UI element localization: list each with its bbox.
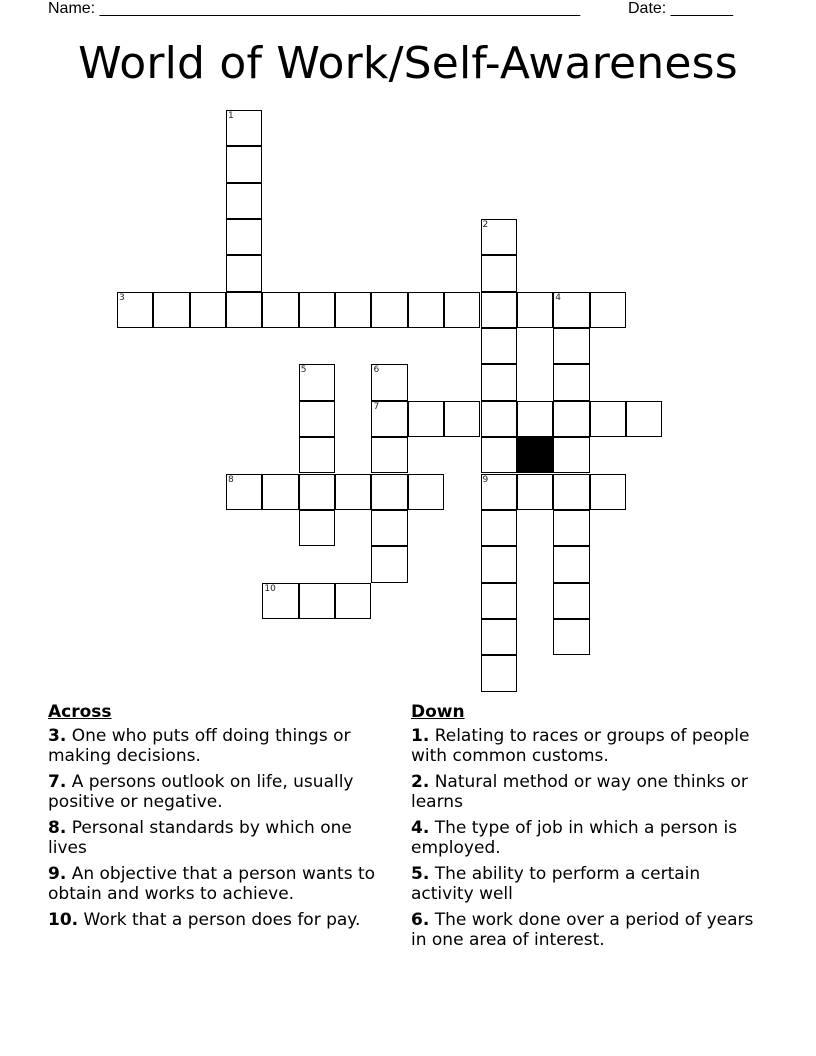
grid-cell[interactable]	[299, 401, 335, 437]
clue-text: Natural method or way one thinks or learns	[411, 772, 748, 812]
clue-number-label: 8	[228, 474, 234, 485]
clue-number: 4.	[411, 818, 430, 838]
grid-cell[interactable]	[481, 219, 517, 255]
clue-across-8	[48, 818, 393, 858]
clue-text: The type of job in which a person is employed.	[411, 818, 738, 858]
grid-cell[interactable]	[226, 219, 262, 255]
clue-number-label: 9	[482, 474, 489, 485]
clue-across-3	[48, 726, 393, 766]
grid-cell[interactable]	[553, 619, 589, 655]
grid-cell[interactable]	[299, 474, 335, 510]
grid-cell[interactable]	[153, 292, 189, 328]
grid-cell[interactable]	[481, 401, 517, 437]
grid-cell[interactable]	[481, 510, 517, 546]
down-heading: Down	[411, 702, 465, 722]
grid-cell[interactable]	[481, 437, 517, 473]
clue-number-label: 4	[555, 292, 561, 303]
clue-number: 2.	[411, 772, 430, 792]
grid-cell[interactable]	[408, 401, 444, 437]
clue-number-label: 5	[300, 365, 307, 376]
grid-cell[interactable]	[517, 401, 553, 437]
clue-number-label: 6	[373, 365, 380, 376]
grid-cell[interactable]	[226, 110, 262, 146]
clue-number: 5.	[411, 864, 430, 884]
grid-cell[interactable]	[553, 546, 589, 582]
grid-cell[interactable]	[371, 510, 407, 546]
blocked-cell	[517, 437, 553, 473]
grid-cell[interactable]	[226, 474, 262, 510]
clue-number-label: 2	[482, 220, 489, 231]
grid-cell[interactable]	[481, 546, 517, 582]
clue-number: 9.	[48, 864, 67, 884]
clue-across-10	[48, 910, 393, 930]
grid-cell[interactable]	[299, 510, 335, 546]
grid-cell[interactable]	[371, 546, 407, 582]
clue-down-2	[411, 772, 756, 812]
clue-text: Personal standards by which one lives	[48, 818, 352, 858]
clue-across-7	[48, 772, 393, 812]
grid-cell[interactable]	[444, 401, 480, 437]
grid-cell[interactable]	[226, 292, 262, 328]
grid-cell[interactable]	[553, 364, 589, 400]
clue-number-label: 3	[119, 292, 125, 303]
grid-cell[interactable]	[190, 292, 226, 328]
grid-cell[interactable]	[299, 437, 335, 473]
clue-number: 10.	[48, 910, 79, 930]
clue-number-label: 7	[373, 401, 380, 412]
across-heading: Across	[48, 702, 112, 722]
grid-cell[interactable]	[408, 292, 444, 328]
clue-number: 3.	[48, 726, 67, 746]
clue-number: 8.	[48, 818, 67, 838]
name-field[interactable]: Name: ______________________________________________________	[48, 0, 581, 17]
grid-cell[interactable]	[117, 292, 153, 328]
grid-cell[interactable]	[626, 401, 662, 437]
clue-down-5	[411, 864, 756, 904]
grid-cell[interactable]	[481, 255, 517, 291]
grid-cell[interactable]	[371, 474, 407, 510]
clue-text: A persons outlook on life, usually positive or negative.	[48, 772, 354, 812]
grid-cell[interactable]	[408, 474, 444, 510]
clue-text: The ability to perform a certain activity well	[411, 864, 701, 904]
grid-cell[interactable]	[371, 364, 407, 400]
grid-cell[interactable]	[590, 401, 626, 437]
clue-text: The work done over a period of years in one area of interest.	[411, 910, 754, 950]
clue-text: Work that a person does for pay.	[78, 910, 361, 930]
grid-cell[interactable]	[299, 583, 335, 619]
clue-text: An objective that a person wants to obtain and works to achieve.	[48, 864, 376, 904]
down-clues	[411, 702, 756, 956]
clue-number: 7.	[48, 772, 67, 792]
grid-cell[interactable]	[299, 364, 335, 400]
grid-cell[interactable]	[590, 292, 626, 328]
grid-cell[interactable]	[371, 437, 407, 473]
grid-cell[interactable]	[262, 583, 298, 619]
clue-down-1	[411, 726, 756, 766]
grid-cell[interactable]	[335, 292, 371, 328]
grid-cell[interactable]	[299, 292, 335, 328]
clue-down-6	[411, 910, 756, 950]
puzzle-title: World of Work/Self-Awareness	[78, 38, 738, 89]
clue-number: 1.	[411, 726, 430, 746]
grid-cell[interactable]	[553, 583, 589, 619]
grid-cell[interactable]	[553, 510, 589, 546]
grid-cell[interactable]	[481, 364, 517, 400]
clue-number-label: 10	[264, 583, 276, 594]
grid-cell[interactable]	[335, 474, 371, 510]
clue-text: Relating to races or groups of people with common customs.	[411, 726, 750, 766]
clue-text: One who puts off doing things or making decisions.	[48, 726, 351, 766]
grid-cell[interactable]	[481, 328, 517, 364]
grid-cell[interactable]	[481, 292, 517, 328]
grid-cell[interactable]	[226, 255, 262, 291]
grid-cell[interactable]	[553, 328, 589, 364]
clue-down-4	[411, 818, 756, 858]
across-clues	[48, 702, 393, 936]
grid-cell[interactable]	[553, 401, 589, 437]
grid-cell[interactable]	[371, 401, 407, 437]
grid-cell[interactable]	[226, 183, 262, 219]
grid-cell[interactable]	[262, 292, 298, 328]
grid-cell[interactable]	[481, 474, 517, 510]
grid-cell[interactable]	[553, 474, 589, 510]
grid-cell[interactable]	[481, 619, 517, 655]
grid-cell[interactable]	[517, 292, 553, 328]
grid-cell[interactable]	[226, 146, 262, 182]
date-field[interactable]: Date: _______	[628, 0, 733, 17]
clue-number: 6.	[411, 910, 430, 930]
grid-cell[interactable]	[481, 655, 517, 691]
grid-cell[interactable]	[553, 437, 589, 473]
grid-cell[interactable]	[517, 474, 553, 510]
grid-cell[interactable]	[444, 292, 480, 328]
grid-cell[interactable]	[262, 474, 298, 510]
grid-cell[interactable]	[481, 583, 517, 619]
grid-cell[interactable]	[335, 583, 371, 619]
clue-across-9	[48, 864, 393, 904]
grid-cell[interactable]	[371, 292, 407, 328]
grid-cell[interactable]	[553, 292, 589, 328]
grid-cell[interactable]	[590, 474, 626, 510]
clue-number-label: 1	[228, 111, 234, 121]
